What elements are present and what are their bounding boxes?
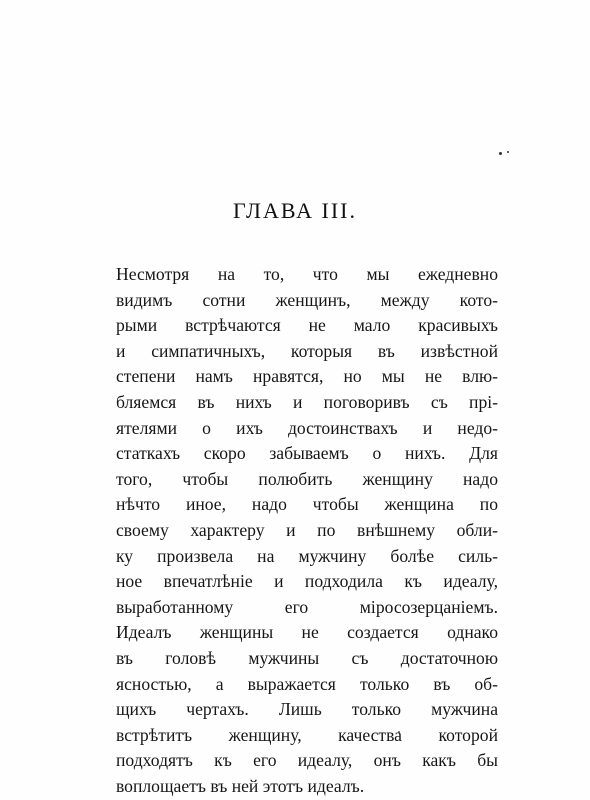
text-line: того, чтобы полюбить женщину надо bbox=[116, 468, 498, 489]
text-line: рыми встрѣчаются не мало красивыхъ bbox=[116, 315, 498, 336]
text-line: ятелями о ихъ достоинствахъ и недо- bbox=[116, 417, 498, 438]
text-line: встрѣтитъ женщину, качества которой bbox=[116, 724, 498, 745]
text-line: Несмотря на то, что мы ежедневно bbox=[116, 264, 498, 284]
text-line: видимъ сотни женщинъ, между кото- bbox=[116, 289, 498, 310]
text-line: ное впечатлѣніе и подходила къ идеалу, bbox=[116, 571, 498, 592]
text-line: и симпатичныхъ, которыя въ извѣстной bbox=[116, 340, 498, 361]
text-line: щихъ чертахъ. Лишь только мужчина bbox=[116, 699, 498, 720]
text-line: своему характеру и по внѣшнему обли- bbox=[116, 519, 498, 540]
print-speck bbox=[507, 151, 509, 153]
text-line: воплощаетъ въ ней этотъ идеалъ. bbox=[116, 775, 365, 796]
text-line: степени намъ нравятся, но мы не влю- bbox=[116, 366, 498, 387]
text-line: Идеалъ женщины не создается однако bbox=[116, 622, 498, 643]
text-line: выработанному его міросозерцаніемъ. bbox=[116, 596, 498, 617]
text-line: подходятъ къ его идеалу, онъ какъ бы bbox=[116, 750, 498, 771]
text-line: ку произвела на мужчину болѣе силь- bbox=[116, 545, 498, 566]
text-line: нѣчто иное, надо чтобы женщина по bbox=[116, 494, 498, 515]
print-speck bbox=[499, 152, 502, 155]
chapter-body bbox=[116, 262, 498, 799]
text-line: ясностью, а выражается только въ об- bbox=[116, 673, 498, 694]
chapter-title: ГЛАВА III. bbox=[232, 198, 358, 223]
text-line: въ головѣ мужчины съ достаточною bbox=[116, 647, 498, 668]
text-line: бляемся въ нихъ и поговоривъ съ прі- bbox=[116, 391, 498, 412]
text-line: статкахъ скоро забываемъ о нихъ. Для bbox=[116, 443, 498, 464]
